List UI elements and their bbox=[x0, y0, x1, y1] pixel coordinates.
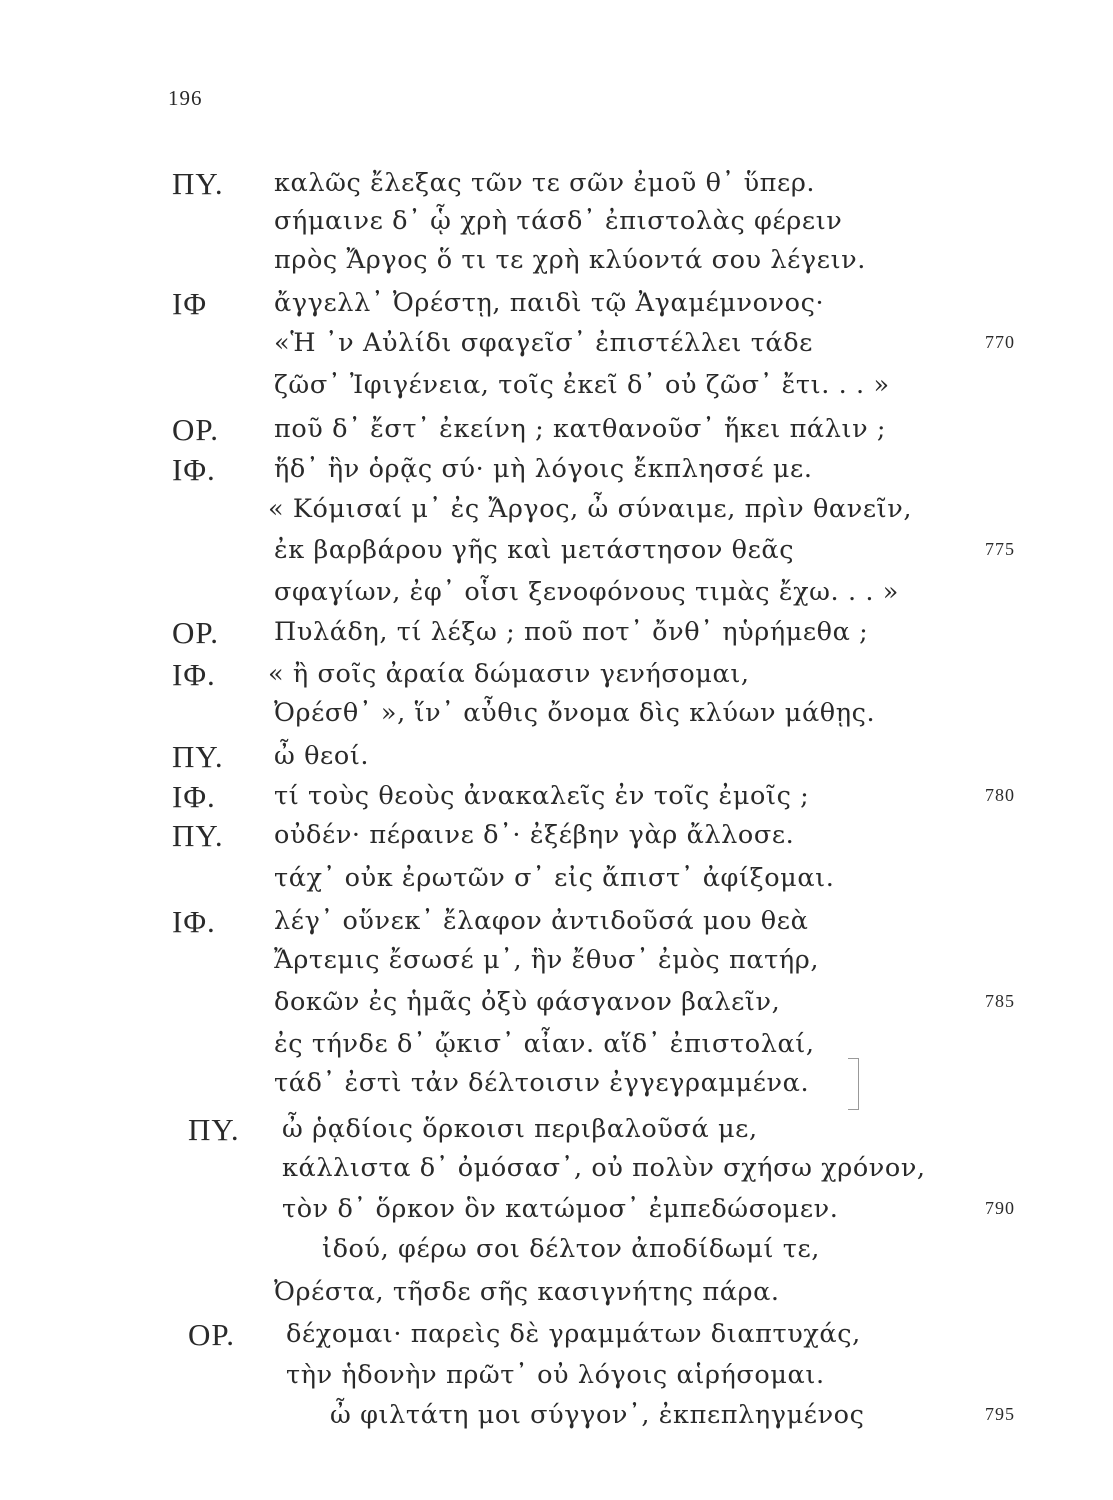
line-number: 775 bbox=[985, 539, 1015, 559]
verse-text: σήμαινε δ᾽ ᾧ χρὴ τάσδ᾽ ἐπιστολὰς φέρειν bbox=[274, 206, 843, 236]
verse-text: οὐδέν· πέραινε δ᾽· ἐξέβην γὰρ ἄλλοσε. bbox=[274, 820, 795, 850]
verse-text: πρὸς Ἄργος ὅ τι τε χρὴ κλύοντά σου λέγειν. bbox=[274, 245, 866, 275]
verse-text: τάχ᾽ οὐκ ἐρωτῶν σ᾽ εἰς ἄπιστ᾽ ἀφίξομαι. bbox=[274, 863, 835, 893]
verse-text: ζῶσ᾽ Ἰφιγένεια, τοῖς ἐκεῖ δ᾽ οὐ ζῶσ᾽ ἔτι. . . » bbox=[274, 370, 890, 400]
verse-text: δοκῶν ἐς ἡμᾶς ὀξὺ φάσγανον βαλεῖν, bbox=[274, 987, 781, 1017]
speaker-label: ΟΡ. bbox=[172, 412, 219, 447]
verse-line bbox=[0, 243, 1113, 283]
verse-text: Ὀρέσθ᾽ », ἵν᾽ αὖθις ὄνομα δὶς κλύων μάθῃς. bbox=[274, 698, 876, 728]
line-number: 795 bbox=[985, 1404, 1015, 1424]
verse-text: ἄγγελλ᾽ Ὀρέστῃ, παιδὶ τῷ Ἀγαμέμνονος· bbox=[274, 288, 825, 318]
verse-line bbox=[0, 904, 1113, 944]
speaker-label: ΙΦ. bbox=[172, 657, 216, 692]
verse-line bbox=[0, 696, 1113, 736]
verse-line bbox=[0, 492, 1113, 532]
verse-text: ἥδ᾽ ἣν ὁρᾷς σύ· μὴ λόγοις ἔκπλησσέ με. bbox=[274, 454, 813, 484]
verse-text: « Κόμισαί μ᾽ ἐς Ἄργος, ὦ σύναιμε, πρὶν θανεῖν, bbox=[268, 494, 913, 524]
verse-line bbox=[0, 1112, 1113, 1152]
verse-line bbox=[0, 286, 1113, 326]
verse-line bbox=[0, 943, 1113, 983]
speaker-label: ΙΦ. bbox=[172, 779, 216, 814]
verse-line bbox=[0, 1398, 1113, 1438]
speaker-label: ΠΥ. bbox=[188, 1112, 240, 1147]
speaker-label: ΙΦ. bbox=[172, 452, 216, 487]
verse-text: δέχομαι· παρεὶς δὲ γραμμάτων διαπτυχάς, bbox=[286, 1319, 861, 1349]
verse-line bbox=[0, 1151, 1113, 1191]
verse-text: σφαγίων, ἐφ᾽ οἷσι ξενοφόνους τιμὰς ἔχω. . . » bbox=[274, 577, 899, 607]
verse-line bbox=[0, 1192, 1113, 1232]
verse-text: ὦ ῥᾳδίοις ὅρκοισι περιβαλοῦσά με, bbox=[282, 1114, 758, 1144]
verse-text: Ὀρέστα, τῆσδε σῆς κασιγνήτης πάρα. bbox=[274, 1277, 780, 1307]
verse-line bbox=[0, 1027, 1113, 1067]
speaker-label: ΟΡ. bbox=[188, 1317, 235, 1352]
speaker-label: ΙΦ. bbox=[172, 904, 216, 939]
verse-text: «Ἡ ᾽ν Αὐλίδι σφαγεῖσ᾽ ἐπιστέλλει τάδε bbox=[274, 328, 813, 358]
margin-bracket bbox=[848, 1058, 859, 1110]
line-number: 790 bbox=[985, 1198, 1015, 1218]
verse-text: τί τοὺς θεοὺς ἀνακαλεῖς ἐν τοῖς ἐμοῖς ; bbox=[274, 781, 810, 811]
verse-line bbox=[0, 166, 1113, 206]
verse-line bbox=[0, 818, 1113, 858]
speaker-label: ΠΥ. bbox=[172, 166, 224, 201]
verse-text: ὦ θεοί. bbox=[274, 741, 370, 771]
line-number: 780 bbox=[985, 785, 1015, 805]
verse-line bbox=[0, 452, 1113, 492]
verse-line bbox=[0, 861, 1113, 901]
verse-text: ἐκ βαρβάρου γῆς καὶ μετάστησον θεᾶς bbox=[274, 535, 795, 565]
verse-text: ἰδού, φέρω σοι δέλτον ἀποδίδωμί τε, bbox=[322, 1234, 820, 1264]
verse-text: καλῶς ἔλεξας τῶν τε σῶν ἐμοῦ θ᾽ ὕπερ. bbox=[274, 168, 816, 198]
verse-line bbox=[0, 575, 1113, 615]
verse-line bbox=[0, 1232, 1113, 1272]
verse-text: τὴν ἡδονὴν πρῶτ᾽ οὐ λόγοις αἱρήσομαι. bbox=[286, 1360, 825, 1390]
verse-line bbox=[0, 779, 1113, 819]
verse-line bbox=[0, 615, 1113, 655]
verse-line bbox=[0, 657, 1113, 697]
verse-text: Ἄρτεμις ἔσωσέ μ᾽, ἣν ἔθυσ᾽ ἐμὸς πατήρ, bbox=[274, 945, 820, 975]
verse-line bbox=[0, 412, 1113, 452]
verse-line bbox=[0, 1358, 1113, 1398]
page-number: 196 bbox=[168, 86, 203, 110]
verse-text: ὦ φιλτάτη μοι σύγγον᾽, ἐκπεπληγμένος bbox=[330, 1400, 865, 1430]
verse-line bbox=[0, 204, 1113, 244]
verse-line bbox=[0, 739, 1113, 779]
verse-line bbox=[0, 533, 1113, 573]
line-number: 770 bbox=[985, 332, 1015, 352]
verse-line bbox=[0, 1275, 1113, 1315]
speaker-label: ΟΡ. bbox=[172, 615, 219, 650]
verse-text: λέγ᾽ οὕνεκ᾽ ἔλαφον ἀντιδοῦσά μου θεὰ bbox=[274, 906, 809, 936]
line-number: 785 bbox=[985, 991, 1015, 1011]
verse-line bbox=[0, 1317, 1113, 1357]
verse-text: ἐς τήνδε δ᾽ ᾤκισ᾽ αἶαν. αἵδ᾽ ἐπιστολαί, bbox=[274, 1029, 815, 1059]
verse-text: « ἢ σοῖς ἀραία δώμασιν γενήσομαι, bbox=[268, 659, 750, 689]
verse-line bbox=[0, 1066, 1113, 1106]
speaker-label: ΠΥ. bbox=[172, 739, 224, 774]
verse-text: ποῦ δ᾽ ἔστ᾽ ἐκείνη ; κατθανοῦσ᾽ ἥκει πάλιν ; bbox=[274, 414, 887, 444]
verse-text: τάδ᾽ ἐστὶ τἀν δέλτοισιν ἐγγεγραμμένα. bbox=[274, 1068, 810, 1098]
verse-line bbox=[0, 326, 1113, 366]
verse-text: Πυλάδη, τί λέξω ; ποῦ ποτ᾽ ὄνθ᾽ ηὑρήμεθα ; bbox=[274, 617, 869, 647]
speaker-label: ΠΥ. bbox=[172, 818, 224, 853]
speaker-label: ΙΦ bbox=[172, 286, 207, 321]
verse-line bbox=[0, 368, 1113, 408]
verse-line bbox=[0, 985, 1113, 1025]
verse-text: τὸν δ᾽ ὅρκον ὃν κατώμοσ᾽ ἐμπεδώσομεν. bbox=[282, 1194, 839, 1224]
verse-text: κάλλιστα δ᾽ ὀμόσασ᾽, οὐ πολὺν σχήσω χρόνον, bbox=[282, 1153, 926, 1183]
